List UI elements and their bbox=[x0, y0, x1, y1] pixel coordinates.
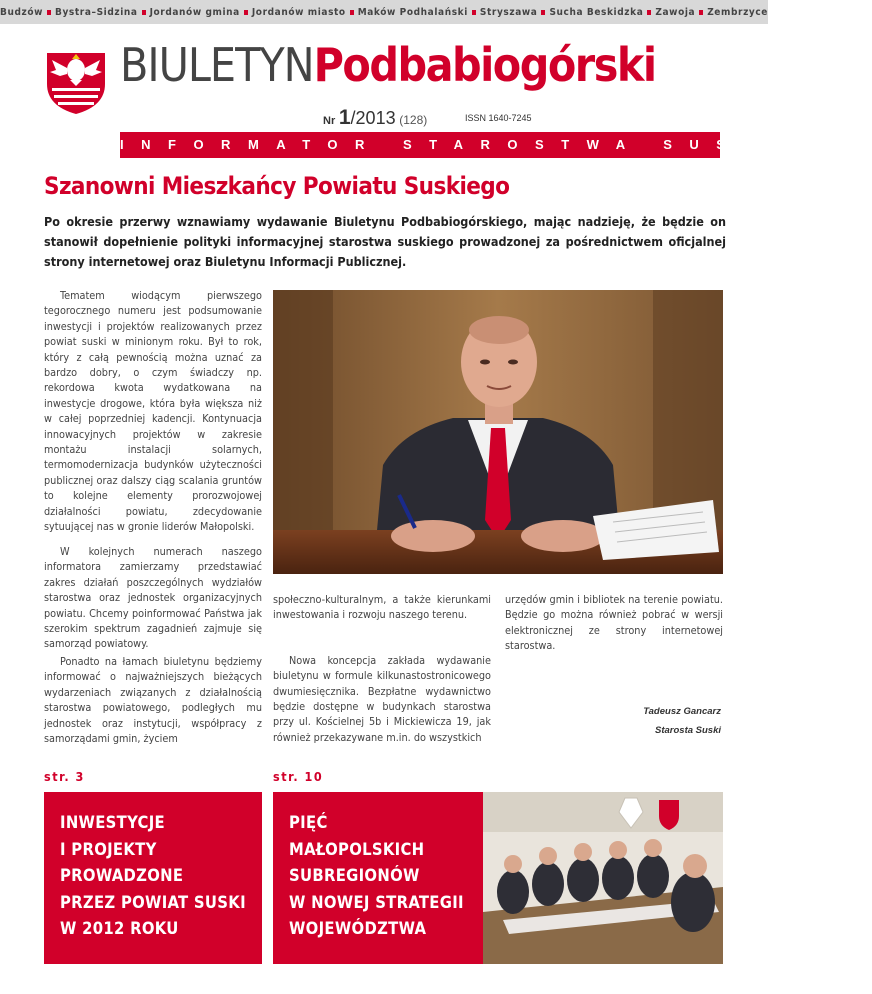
teaser-page-2: str. 10 bbox=[273, 769, 324, 784]
informator-text: INFORMATOR STAROSTWA SUSKIEGO bbox=[120, 137, 872, 152]
town-separator bbox=[541, 10, 545, 15]
issue-number bbox=[323, 106, 427, 130]
masthead-title bbox=[120, 38, 656, 92]
town-name: Bystra–Sidzina bbox=[55, 6, 138, 18]
teaser-page-1: str. 3 bbox=[44, 769, 85, 784]
teaser-line: I PROJEKTY bbox=[60, 839, 157, 859]
issue-label: Nr bbox=[323, 115, 336, 127]
paragraph-gap bbox=[273, 623, 491, 653]
article-headline: Szanowni Mieszkańcy Powiatu Suskiego bbox=[44, 172, 510, 200]
article-column-2 bbox=[273, 592, 491, 745]
town-name: Budzów bbox=[0, 6, 44, 18]
meeting-photo bbox=[483, 792, 723, 964]
town-separator bbox=[47, 10, 51, 15]
article-paragraph-part: urzędów gmin i bibliotek na terenie powiatu. Będzie go można również pobrać w wersji elektronicznej ze strony internetowej starostwa. bbox=[505, 593, 723, 653]
town-separator bbox=[142, 10, 146, 15]
masthead-title-bold: Podbabiogórski bbox=[313, 38, 656, 92]
issue-year: /2013 bbox=[350, 108, 396, 128]
article-paragraph-part: Nowa koncepcja zakłada wydawanie biuletynu w formule kilkunastostronicowego dwumiesięcznika. Bezpłatne wydawnictwo będzie dostępne w budynkach starostwa przy ul. Kościelnej 5b i Mickiewicza 19, jak również przekazywane m.in. do wszystkich bbox=[273, 653, 491, 744]
town-separator bbox=[472, 10, 476, 15]
article-column-1c bbox=[44, 654, 262, 746]
signature-name: Tadeusz Gancarz bbox=[643, 706, 721, 717]
teaser-line: INWESTYCJE bbox=[60, 813, 165, 832]
town-name: Sucha Beskidzka bbox=[549, 6, 644, 18]
teaser-text-2 bbox=[289, 810, 475, 943]
teaser-line: WOJEWÓDZTWA bbox=[289, 919, 427, 938]
coat-of-arms-icon bbox=[44, 50, 108, 116]
towns-bar bbox=[0, 0, 768, 24]
teaser-line: W 2012 ROKU bbox=[60, 919, 179, 938]
town-name: Zawoja bbox=[655, 6, 696, 18]
article-lead: Po okresie przerwy wznawiamy wydawanie Biuletynu Podbabiogórskiego, mając nadzieję, że będzie on stanowił dopełnienie polityki informacyjnej starostwa suskiego prowadzonej za pośrednictwem oficjalnej strony internetowej oraz Biuletynu Informacji Publicznej. bbox=[44, 214, 726, 269]
town-separator bbox=[350, 10, 354, 15]
masthead-title-light: BIULETYN bbox=[120, 38, 314, 92]
article-column-1b bbox=[44, 544, 262, 652]
signature bbox=[505, 702, 721, 740]
informator-banner bbox=[120, 132, 872, 158]
town-separator bbox=[647, 10, 651, 15]
article-column-3 bbox=[505, 592, 723, 654]
town-separator bbox=[244, 10, 248, 15]
town-name: Stryszawa bbox=[479, 6, 538, 18]
signature-role: Starosta Suski bbox=[655, 725, 721, 736]
article-paragraph-1: Tematem wiodącym pierwszego tegorocznego numeru jest podsumowanie inwestycji i projektów realizowanych przez powiat suski w minionym roku. Był to rok, który z całą pewnością można uznać za bardzo dobry, o czym świadczy np. rekordowa kwota wydatkowana na inwestycje drogowe, która była większa niż w całej poprzedniej kadencji. Kontynuacja innowacyjnych projektów w zakresie montażu instalacji solarnych, termomodernizacja budynków użyteczności publicznej oraz dalszy ciąg scalania gruntów to kolejne elementy prorozwojowej działalności powiatu, zdecydowanie sytuującej nas w gronie liderów Małopolski. bbox=[44, 289, 262, 534]
starosta-photo bbox=[273, 290, 723, 574]
issn: ISSN 1640-7245 bbox=[465, 113, 532, 123]
teaser-line: PRZEZ POWIAT SUSKI bbox=[60, 892, 246, 912]
article-column-1 bbox=[44, 288, 262, 535]
town-name: Zembrzyce bbox=[707, 6, 769, 18]
article-paragraph-part: społeczno-kulturalnym, a także kierunkami inwestowania i rozwoju naszego terenu. bbox=[273, 593, 491, 622]
teaser-line: PIĘĆ bbox=[289, 813, 328, 832]
town-name: Jordanów miasto bbox=[251, 6, 346, 18]
article-paragraph-2: W kolejnych numerach naszego informatora zamierzamy przedstawiać zakres działań poszczególnych wydziałów starostwa oraz jednostek organizacyjnych powiatu. Chcemy poinformować Państwa jak szerokim spektrum zagadnień zajmuje się samorząd powiatowy. bbox=[44, 545, 262, 651]
teaser-line: SUBREGIONÓW bbox=[289, 866, 420, 885]
teaser-line: W NOWEJ STRATEGII bbox=[289, 892, 464, 912]
town-name: Maków Podhalański bbox=[357, 6, 468, 18]
article-paragraph-part: Ponadto na łamach biuletynu będziemy informować o najważniejszych bieżących wydarzeniach związanych z działalnością starostwa powiatowego, podległych mu jednostek oraz instytucji, współpracy z samorządami gmin, życiem bbox=[44, 655, 262, 746]
issue-count: (128) bbox=[399, 113, 428, 127]
town-separator bbox=[699, 10, 703, 15]
town-name: Jordanów gmina bbox=[149, 6, 240, 18]
teaser-line: PROWADZONE bbox=[60, 866, 184, 885]
teaser-line: MAŁOPOLSKICH bbox=[289, 839, 425, 859]
issue-num: 1 bbox=[338, 106, 351, 129]
teaser-box-subregions[interactable] bbox=[273, 792, 483, 964]
teaser-box-investments[interactable] bbox=[44, 792, 262, 964]
teaser-text-1 bbox=[60, 810, 254, 943]
